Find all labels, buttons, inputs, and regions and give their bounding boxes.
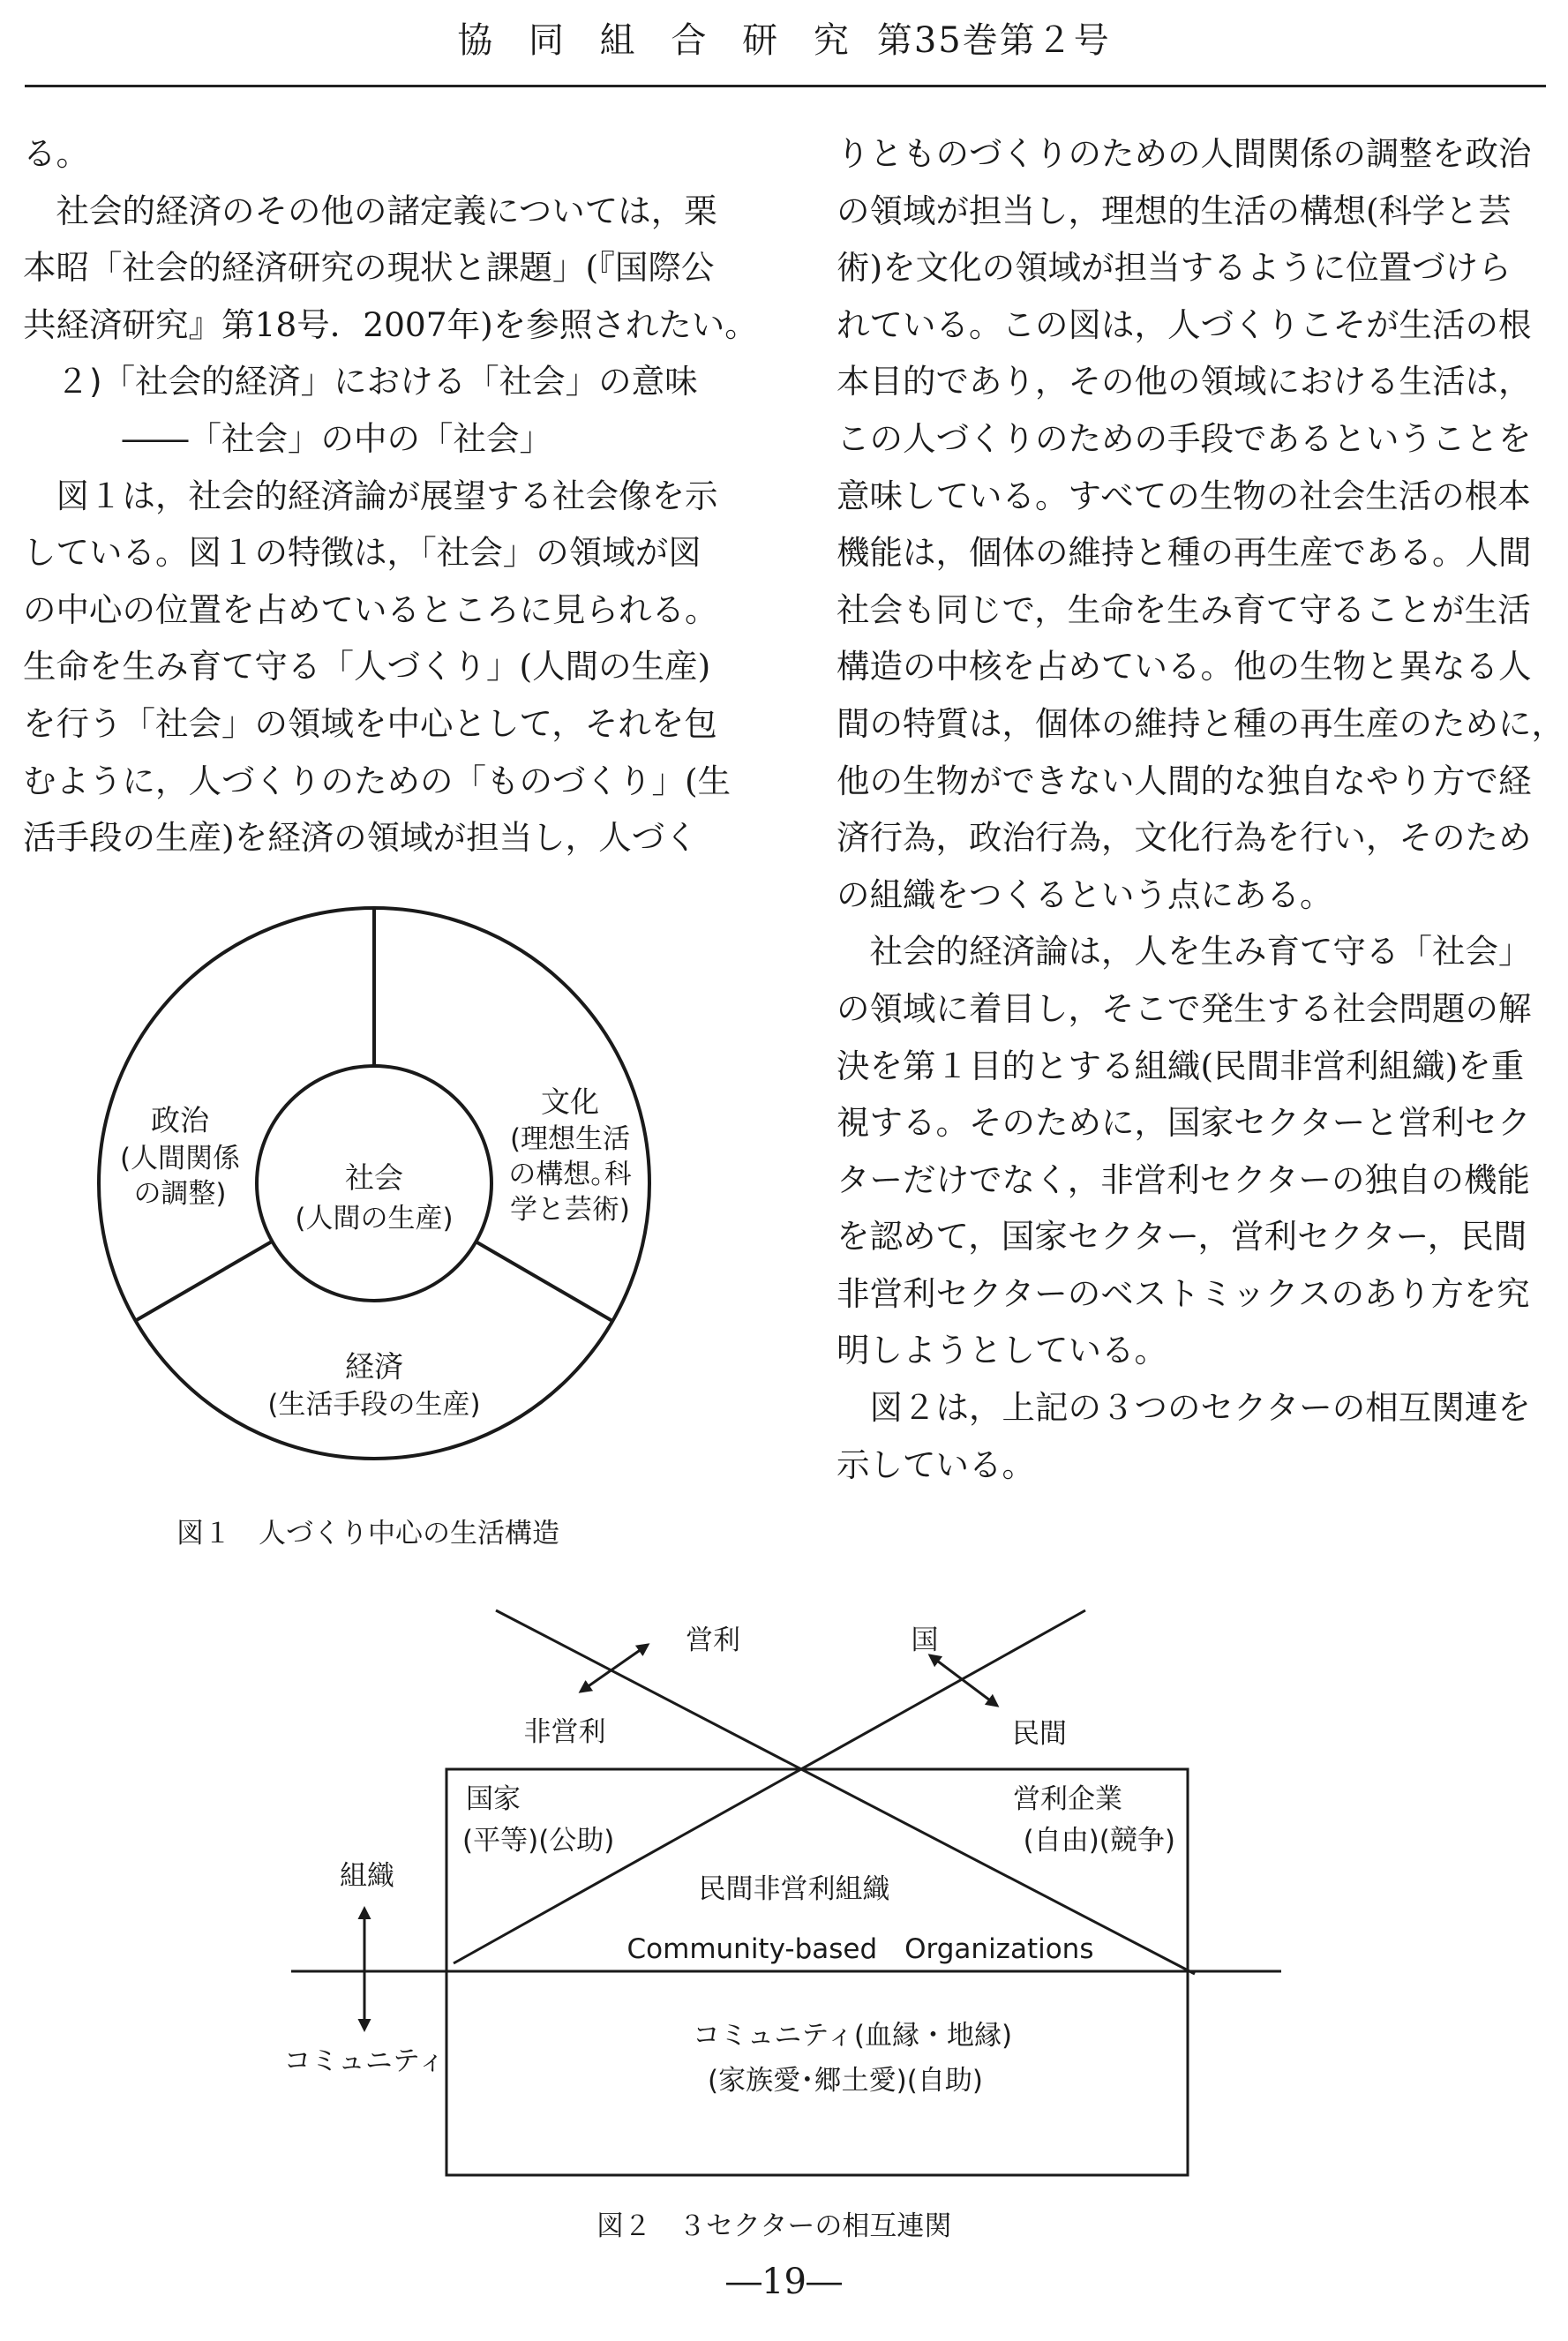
figure-2-caption: 図２ ３セクターの相互連関 — [596, 2210, 952, 2242]
running-header — [0, 12, 1568, 63]
text-line: 意味している。すべての生物の社会生活の根本 — [837, 476, 1531, 515]
text-line: 済行為，政治行為，文化行為を行い，そのため — [837, 818, 1532, 858]
label-eiri-kigyo-sub: (自由)(競争) — [1023, 1825, 1175, 1857]
volume-number: 第35巻第２号 — [876, 20, 1111, 61]
divider-left — [135, 1242, 272, 1321]
text-line: ――「社会」の中の「社会」 — [23, 418, 552, 458]
text-line: 示している。 — [837, 1444, 1035, 1484]
label-community: コミュニティ(血縁・地縁) — [692, 2020, 1013, 2052]
text-line: 明しようとしている。 — [837, 1331, 1167, 1370]
label-community-sub: (家族愛･郷土愛)(自助) — [708, 2065, 983, 2097]
left-subtitle-2: の調整) — [133, 1178, 227, 1210]
header-rule — [25, 85, 1546, 87]
right-title: 文化 — [541, 1084, 599, 1119]
left-column — [23, 125, 758, 867]
bottom-subtitle: (生活手段の生産) — [267, 1389, 481, 1421]
text-line: 社会も同じで，生命を生み育て守ることが生活 — [837, 589, 1531, 629]
text-line: を行う「社会」の領域を中心として，それを包 — [23, 703, 717, 743]
text-line: 本昭「社会的経済研究の現状と課題」(『国際公 — [23, 248, 715, 288]
page-number: ―19― — [726, 2262, 842, 2302]
text-line: の領域が担当し，理想的生活の構想(科学と芸 — [837, 191, 1512, 230]
left-title: 政治 — [151, 1103, 209, 1137]
label-soshiki: 組織 — [340, 1860, 394, 1892]
journal-title: 協 同 組 合 研 究 — [457, 20, 861, 61]
text-line: 共経済研究』第18号．2007年)を参照されたい。 — [23, 304, 758, 344]
text-line: 活手段の生産)を経済の領域が担当し，人づく — [23, 818, 698, 858]
divider-right — [476, 1242, 612, 1321]
label-cbo: Community-based Organizations — [626, 1933, 1094, 1965]
text-line: この人づくりのための手段であるということを — [837, 418, 1532, 458]
figure-2-diagram — [0, 1588, 1568, 2206]
bottom-title: 経済 — [345, 1349, 403, 1384]
label-npo: 民間非営利組織 — [698, 1873, 890, 1905]
label-eiri: 営利 — [686, 1624, 740, 1656]
right-subtitle-3: 学と芸術) — [509, 1194, 631, 1226]
text-line: 間の特質は，個体の維持と種の再生産のために， — [837, 703, 1564, 743]
text-line: むように，人づくりのための「ものづくり」(生 — [23, 761, 731, 800]
text-line: れている。この図は，人づくりこそが生活の根 — [837, 304, 1532, 344]
text-line: 社会的経済のその他の諸定義については，栗 — [23, 191, 717, 230]
center-title: 社会 — [345, 1160, 403, 1195]
text-line: 機能は，個体の維持と種の再生産である。人間 — [837, 533, 1532, 573]
text-line: の組織をつくるという点にある。 — [837, 874, 1333, 914]
label-kuni: 国 — [911, 1624, 939, 1656]
text-line: る。 — [23, 134, 89, 173]
text-line: の領域に着目し，そこで発生する社会問題の解 — [837, 988, 1532, 1028]
left-subtitle-1: (人間関係 — [119, 1143, 241, 1174]
text-line: 決を第１目的とする組織(民間非営利組織)を重 — [837, 1046, 1525, 1085]
label-kokka: 国家 — [466, 1783, 521, 1815]
text-line: の中心の位置を占めているところに見られる。 — [23, 589, 718, 629]
text-line: 社会的経済論は，人を生み育て守る「社会」 — [837, 932, 1532, 972]
label-hieiri: 非営利 — [523, 1716, 606, 1748]
figure-1-caption: 図１ 人づくり中心の生活構造 — [176, 1518, 559, 1549]
text-line: を認めて，国家セクター，営利セクター，民間 — [837, 1217, 1527, 1257]
label-community-side: コミュニティ — [283, 2045, 446, 2077]
text-line: 図１は，社会的経済論が展望する社会像を示 — [23, 476, 718, 515]
text-line: 生命を生み育て守る「人づくり」(人間の生産) — [23, 647, 711, 687]
right-subtitle-1: (理想生活 — [509, 1123, 631, 1155]
figure-1-diagram — [0, 900, 759, 1535]
center-subtitle: (人間の生産) — [295, 1203, 454, 1234]
label-kokka-sub: (平等)(公助) — [462, 1825, 615, 1857]
text-line: ターだけでなく，非営利セクターの独自の機能 — [837, 1159, 1530, 1199]
label-minkan: 民間 — [1012, 1718, 1067, 1750]
text-line: 構造の中核を占めている。他の生物と異なる人 — [837, 647, 1532, 687]
arrow-kuni-minkan — [930, 1655, 997, 1706]
text-line: している。図１の特徴は，「社会」の領域が図 — [23, 533, 701, 573]
label-eiri-kigyo: 営利企業 — [1013, 1783, 1122, 1815]
right-subtitle-2: の構想｡科 — [508, 1159, 632, 1190]
diagonal-right — [454, 1610, 1085, 1963]
text-line: 図２は，上記の３つのセクターの相互関連を — [837, 1388, 1531, 1428]
text-line: 本目的であり，その他の領域における生活は， — [837, 362, 1532, 401]
right-column — [837, 125, 1564, 1493]
text-line: 術)を文化の領域が担当するように位置づけら — [837, 248, 1512, 288]
text-line: ２)「社会的経済」における「社会」の意味 — [23, 362, 698, 401]
text-line: りとものづくりのための人間関係の調整を政治 — [837, 134, 1532, 173]
text-line: 他の生物ができない人間的な独自なやり方で経 — [837, 761, 1532, 800]
text-line: 視する。そのために，国家セクターと営利セク — [837, 1103, 1531, 1143]
text-line: 非営利セクターのベストミックスのあり方を究 — [837, 1273, 1530, 1313]
